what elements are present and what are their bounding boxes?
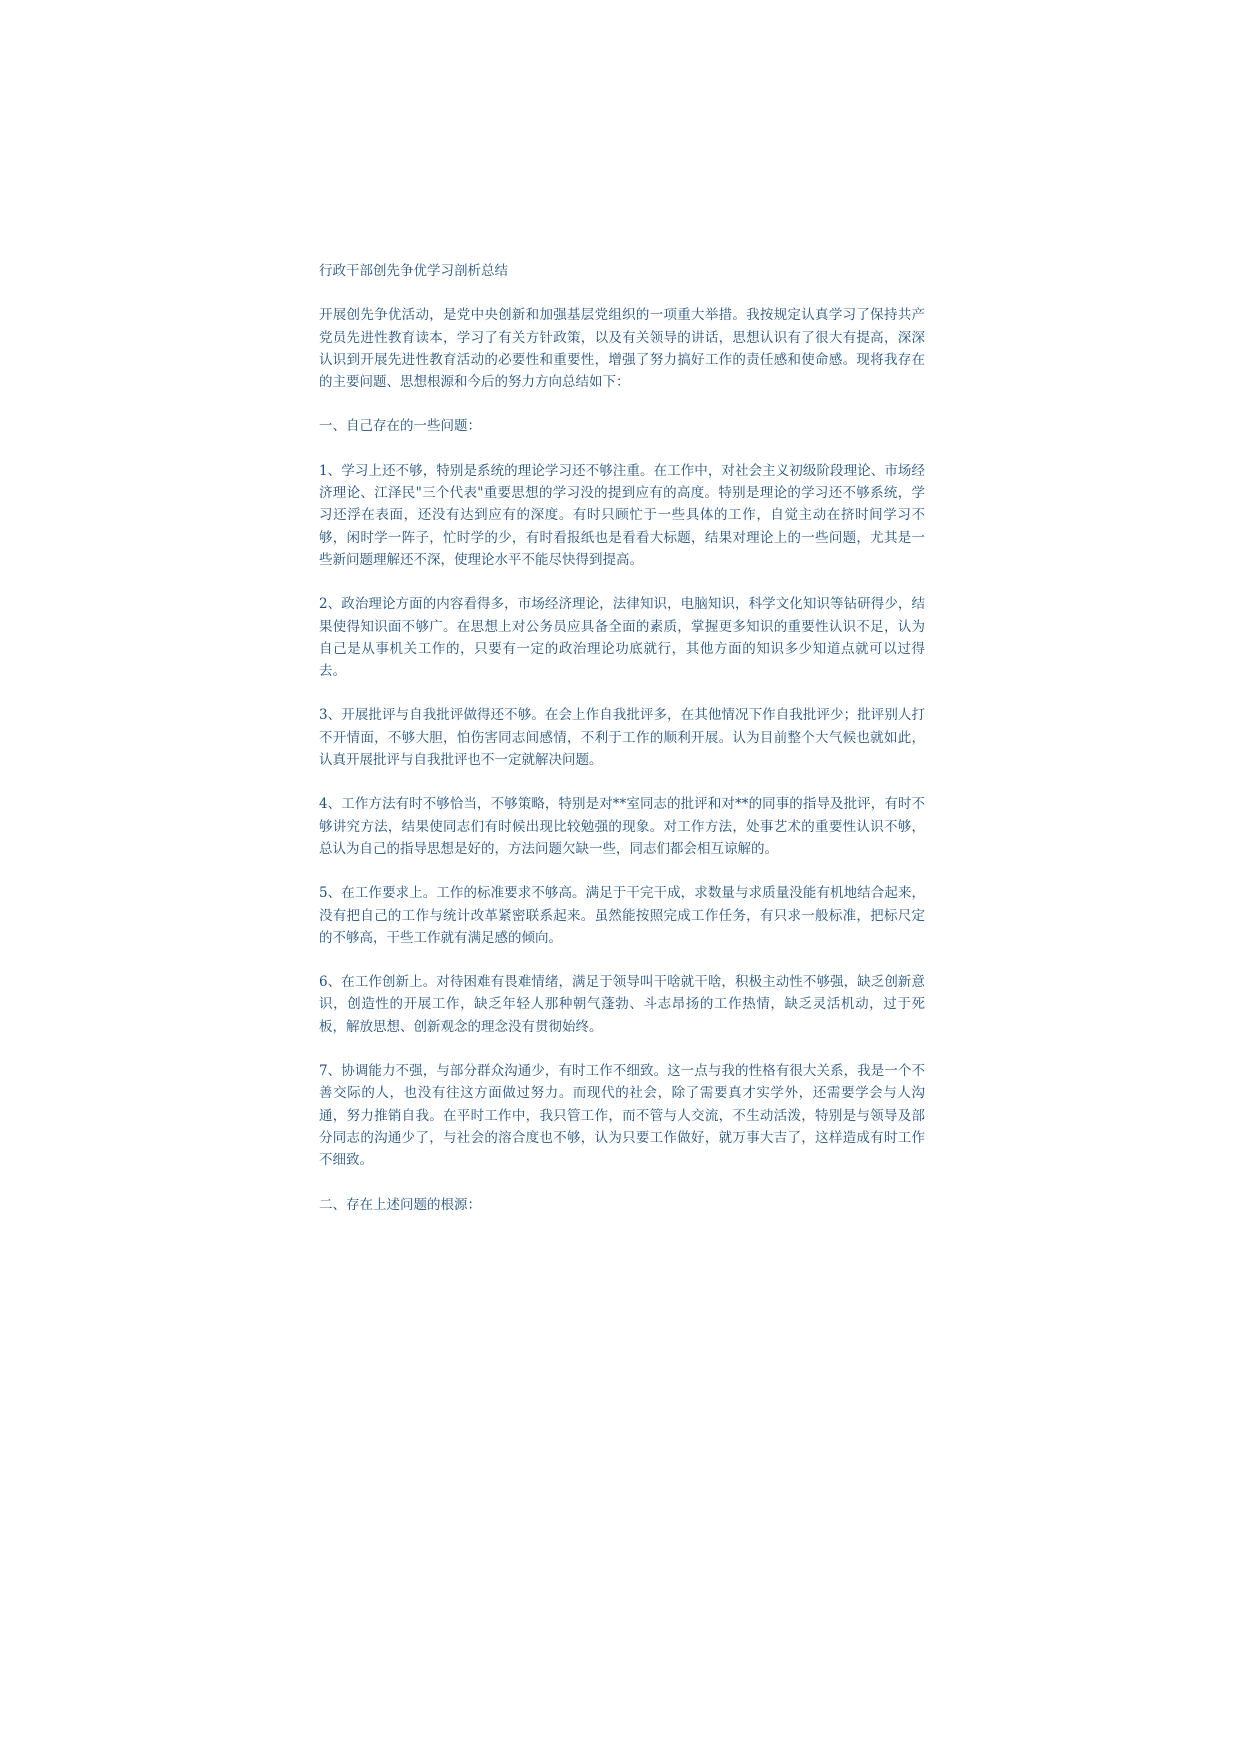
problem-item-1: 1、学习上还不够，特别是系统的理论学习还不够注重。在工作中，对社会主义初级阶段理论、市场经济理论、江泽民"三个代表"重要思想的学习没的提到应有的高度。特别是理论的学习还不够系统，学习还浮在表面，还没有达到应有的深度。有时只顾忙于一些具体的工作，自觉主动在挤时间学习不够，闲时学一阵子，忙时学的少，有时看报纸也是看看大标题，结果对理论上的一些问题，尤其是一些新问题理解还不深，使理论水平不能尽快得到提高。 <box>319 462 925 568</box>
intro-paragraph: 开展创先争优活动，是党中央创新和加强基层党组织的一项重大举措。我按规定认真学习了保持共产党员先进性教育读本，学习了有关方针政策，以及有关领导的讲话，思想认识有了很大有提高，深深认识到开展先进性教育活动的必要性和重要性，增强了努力搞好工作的责任感和使命感。现将我存在的主要问题、思想根源和今后的努力方向总结如下： <box>319 307 925 391</box>
problem-item-6: 6、在工作创新上。对待困难有畏难情绪，满足于领导叫干啥就干啥，积极主动性不够强，缺乏创新意识，创造性的开展工作，缺乏年轻人那种朝气蓬勃、斗志昂扬的工作热情，缺乏灵活机动，过于死板，解放思想、创新观念的理念没有贯彻始终。 <box>319 974 925 1035</box>
section-heading-root-causes: 二、存在上述问题的根源： <box>319 1196 481 1213</box>
document-title: 行政干部创先争优学习剖析总结 <box>319 263 508 279</box>
problem-item-3: 3、开展批评与自我批评做得还不够。在会上作自我批评多，在其他情况下作自我批评少；批评别人打不开情面，不够大胆，怕伤害同志间感情，不利于工作的顺利开展。认为目前整个大气候也就如此，认真开展批评与自我批评也不一定就解决问题。 <box>319 707 925 769</box>
document-body <box>319 260 925 1238</box>
problem-item-4: 4、工作方法有时不够恰当，不够策略，特别是对**室同志的批评和对**的同事的指导及批评，有时不够讲究方法，结果使同志们有时候出现比较勉强的现象。对工作方法，处事艺术的重要性认识不够，总认为自己的指导思想是好的，方法问题欠缺一些，同志们都会相互谅解的。 <box>319 796 925 857</box>
problem-item-2: 2、政治理论方面的内容看得多，市场经济理论，法律知识，电脑知识，科学文化知识等钻研得少，结果使得知识面不够广。在思想上对公务员应具备全面的素质，掌握更多知识的重要性认识不足，认为自己是从事机关工作的，只要有一定的政治理论功底就行，其他方面的知识多少知道点就可以过得去。 <box>319 596 925 680</box>
problem-item-5: 5、在工作要求上。工作的标准要求不够高。满足于干完干成，求数量与求质量没能有机地结合起来，没有把自己的工作与统计改革紧密联系起来。虽然能按照完成工作任务，有只求一般标准，把标尺定的不够高，干些工作就有满足感的倾向。 <box>319 885 925 946</box>
problem-item-7: 7、协调能力不强，与部分群众沟通少，有时工作不细致。这一点与我的性格有很大关系，我是一个不善交际的人，也没有往这方面做过努力。而现代的社会，除了需要真才实学外，还需要学会与人沟通，努力推销自我。在平时工作中，我只管工作，而不管与人交流，不生动活泼，特别是与领导及部分同志的沟通少了，与社会的溶合度也不够，认为只要工作做好，就万事大吉了，这样造成有时工作不细致。 <box>319 1063 925 1169</box>
section-heading-problems: 一、自己存在的一些问题： <box>319 418 481 435</box>
